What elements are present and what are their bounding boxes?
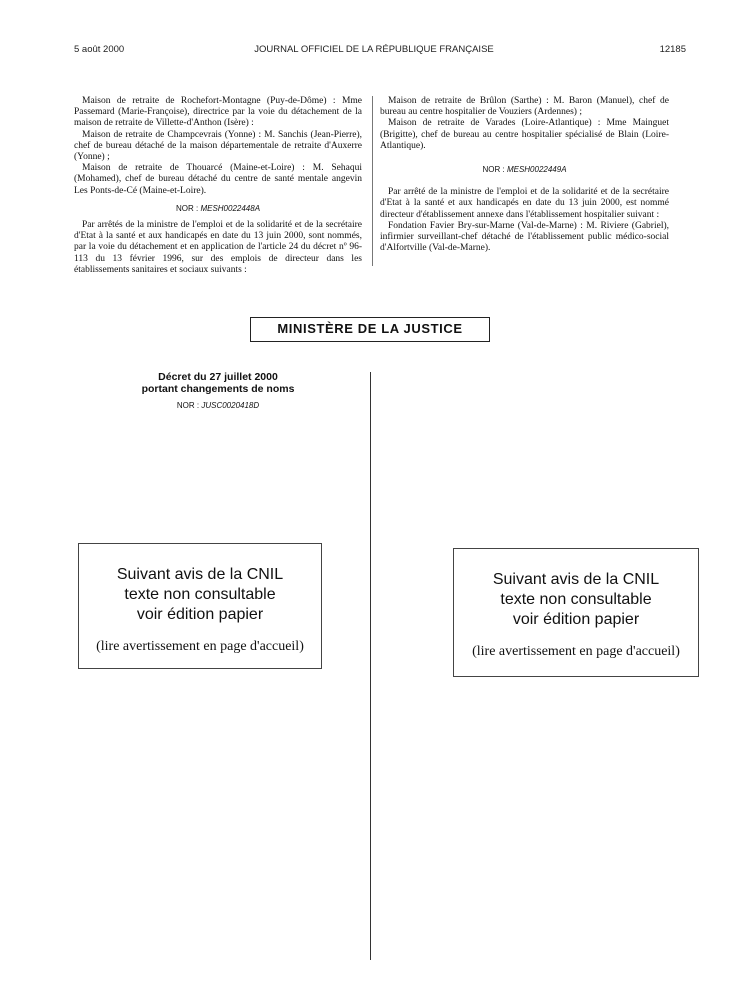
right-column (380, 96, 669, 254)
notice-line: voir édition papier (512, 611, 640, 628)
paragraph: Par arrêté de la ministre de l'emploi et de la solidarité et de la secrétaire d'Etat à la santé et aux handicapés en date du 13 juin 2000, est nommé directeur d'établissement annexe dans l'établissement hospitalier suivant : (380, 187, 669, 220)
nor-reference (380, 164, 669, 175)
decree-title-line: Décret du 27 juillet 2000 (158, 371, 278, 383)
paragraph: Maison de retraite de Brûlon (Sarthe) : M. Baron (Manuel), chef de bureau au centre hospitalier de Vouziers (Ardennes) ; (380, 96, 669, 118)
decree-title-line: portant changements de noms (141, 383, 295, 395)
decree-heading (74, 371, 362, 410)
nor-code: MESH0022448A (200, 203, 261, 213)
page-number: 12185 (659, 44, 686, 55)
nor-code: JUSC0020418D (201, 401, 260, 410)
cnil-notice-box (453, 548, 699, 677)
notice-subline: (lire avertissement en page d'accueil) (472, 644, 680, 659)
journal-title: JOURNAL OFFICIEL DE LA RÉPUBLIQUE FRANÇAISE (254, 44, 494, 55)
paragraph: Par arrêtés de la ministre de l'emploi et de la solidarité et de la secrétaire d'Etat à la santé et aux handicapés en date du 13 juin 2000, sont nommés, par la voie du détachement et en application de l'article 24 du décret nº 96-113 du 13 février 1996, sur des emplois de directeur dans les établissements sanitaires et sociaux suivants : (74, 220, 362, 275)
paragraph: Maison de retraite de Thouarcé (Maine-et-Loire) : M. Sehaqui (Mohamed), chef de bureau détaché du centre de santé mentale angevin Les Ponts-de-Cé (Maine-et-Loire). (74, 163, 362, 196)
notice-line: texte non consultable (500, 591, 652, 608)
notice-line: voir édition papier (136, 606, 264, 623)
nor-reference (74, 203, 362, 214)
paragraph: Fondation Favier Bry-sur-Marne (Val-de-Marne) : M. Riviere (Gabriel), infirmier surveillant-chef détaché de l'établissement public médico-social d'Alfortville (Val-de-Marne). (380, 220, 669, 254)
nor-label: NOR : (176, 401, 200, 410)
notice-line: Suivant avis de la CNIL (116, 566, 284, 583)
nor-reference (74, 401, 362, 410)
cnil-notice-box (78, 543, 322, 669)
nor-code: MESH0022449A (506, 165, 567, 175)
paragraph: Maison de retraite de Varades (Loire-Atlantique) : Mme Mainguet (Brigitte), chef de bureau au centre hospitalier spécialisé de Blain (Loire-Atlantique). (380, 118, 669, 151)
notice-line: texte non consultable (124, 586, 276, 603)
paragraph: Maison de retraite de Champcevrais (Yonne) : M. Sanchis (Jean-Pierre), chef de bureau détaché de la maison départementale de retraite d'Auxerre (Yonne) ; (74, 129, 362, 163)
left-column (74, 96, 362, 276)
column-divider (370, 372, 371, 960)
ministry-heading: MINISTÈRE DE LA JUSTICE (250, 317, 490, 342)
paragraph: Maison de retraite de Rochefort-Montagne (Puy-de-Dôme) : Mme Passemard (Marie-Françoise), directrice par la voie du détachement de la maison de retraite de Villette-d'Anthon (Isère) : (74, 96, 362, 129)
notice-subline: (lire avertissement en page d'accueil) (96, 639, 304, 654)
column-divider (372, 96, 373, 266)
nor-label: NOR : (175, 203, 199, 213)
nor-label: NOR : (482, 165, 505, 175)
notice-line: Suivant avis de la CNIL (492, 571, 660, 588)
issue-date: 5 août 2000 (74, 44, 125, 55)
